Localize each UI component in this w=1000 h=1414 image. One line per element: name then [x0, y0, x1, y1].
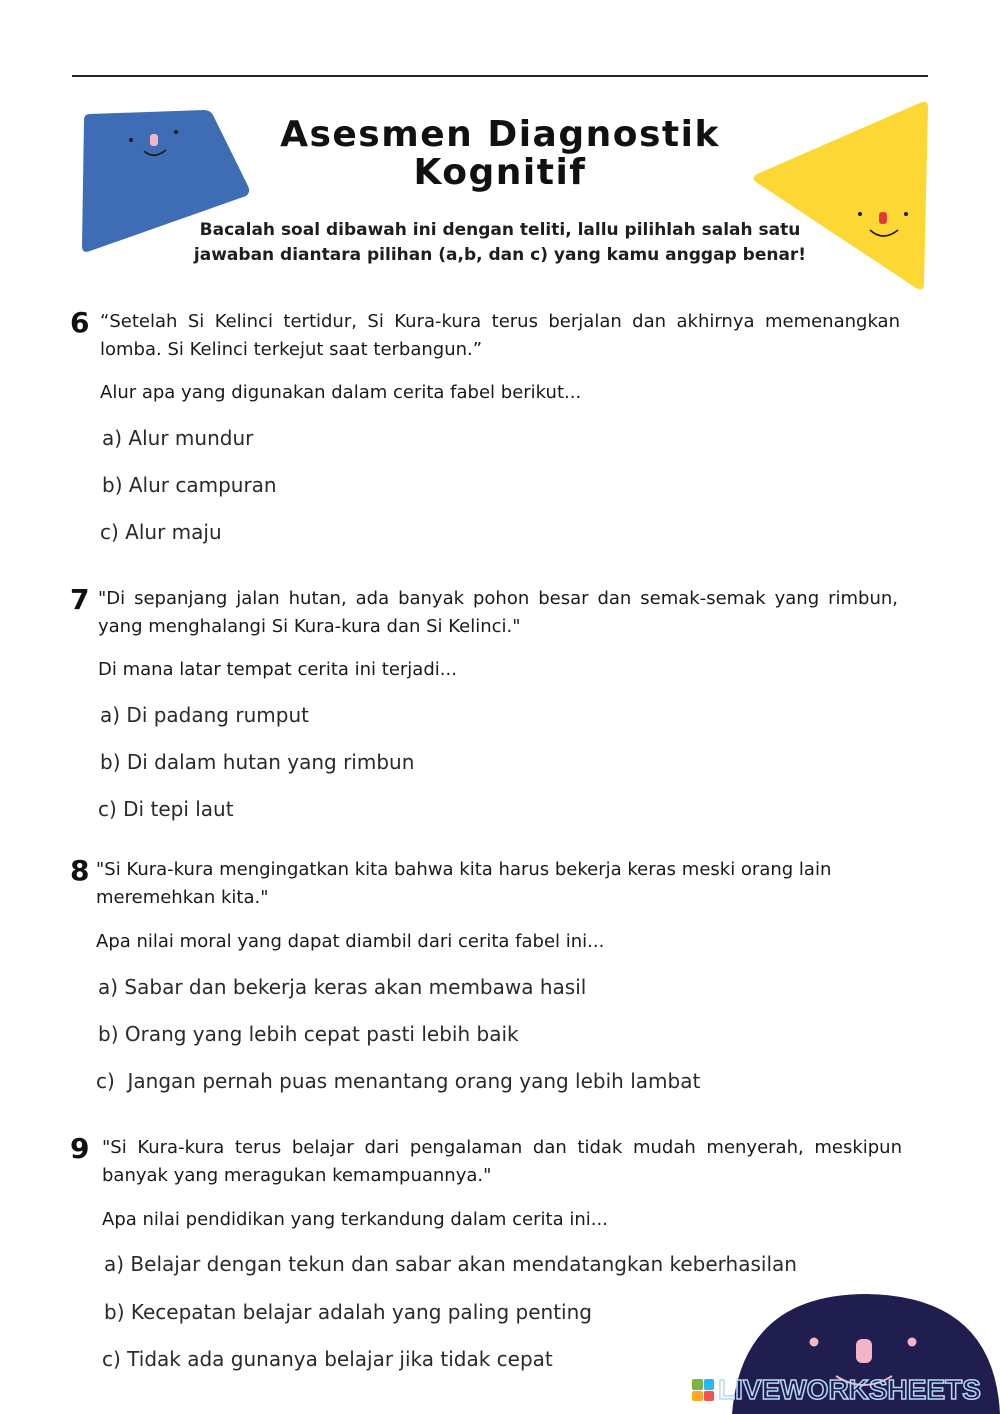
question-number: 6: [70, 306, 90, 339]
option-a[interactable]: a) Sabar dan bekerja keras akan membawa hasil: [98, 975, 587, 999]
question-text: “Setelah Si Kelinci tertidur, Si Kura-kura terus berjalan dan akhirnya memenangkan lomba. Si Kelinci terkejut saat terbangun.”: [100, 311, 900, 360]
liveworksheets-watermark: [692, 1374, 981, 1406]
instruction-line-2: jawaban diantara pilihan (a,b, dan c) yang kamu anggap benar!: [193, 245, 807, 265]
option-a[interactable]: a) Belajar dengan tekun dan sabar akan mendatangkan keberhasilan: [104, 1252, 797, 1276]
question-number: 8: [70, 854, 90, 887]
option-b[interactable]: b) Kecepatan belajar adalah yang paling penting: [104, 1300, 592, 1324]
option-b[interactable]: b) Alur campuran: [102, 473, 277, 497]
question-number: 7: [70, 583, 90, 616]
question-text: "Di sepanjang jalan hutan, ada banyak pohon besar dan semak-semak yang rimbun, yang menghalangi Si Kura-kura dan Si Kelinci.": [98, 588, 898, 637]
question-text: "Si Kura-kura mengingatkan kita bahwa kita harus bekerja keras meski orang lain meremehkan kita.": [96, 859, 832, 908]
title-line-2: Kognitif: [413, 152, 587, 193]
page-title: [260, 116, 740, 192]
option-a[interactable]: a) Di padang rumput: [100, 703, 309, 727]
question-number: 9: [70, 1132, 90, 1165]
option-b[interactable]: b) Orang yang lebih cepat pasti lebih baik: [98, 1022, 519, 1046]
question-prompt: Alur apa yang digunakan dalam cerita fabel berikut...: [100, 382, 582, 403]
option-c[interactable]: c) Jangan pernah puas menantang orang yang lebih lambat: [96, 1069, 701, 1093]
question-prompt: Di mana latar tempat cerita ini terjadi...: [98, 659, 457, 680]
instruction-line-1: Bacalah soal dibawah ini dengan teliti, lallu pilihlah salah satu: [199, 220, 801, 240]
option-c[interactable]: c) Di tepi laut: [98, 797, 234, 821]
option-b[interactable]: b) Di dalam hutan yang rimbun: [100, 750, 415, 774]
option-a[interactable]: a) Alur mundur: [102, 426, 254, 450]
question-prompt: Apa nilai pendidikan yang terkandung dalam cerita ini...: [102, 1209, 608, 1230]
option-c[interactable]: c) Tidak ada gunanya belajar jika tidak cepat: [102, 1347, 553, 1371]
question-text: "Si Kura-kura terus belajar dari pengalaman dan tidak mudah menyerah, meskipun banyak yang meragukan kemampuannya.": [102, 1137, 902, 1186]
question-prompt: Apa nilai moral yang dapat diambil dari cerita fabel ini...: [96, 931, 605, 952]
option-c[interactable]: c) Alur maju: [100, 520, 222, 544]
title-line-1: Asesmen Diagnostik: [280, 114, 720, 155]
watermark-text: LIVEWORKSHEETS: [718, 1374, 981, 1405]
instructions: [170, 218, 830, 268]
top-rule: [72, 75, 928, 77]
liveworksheets-logo-icon: [692, 1379, 714, 1401]
